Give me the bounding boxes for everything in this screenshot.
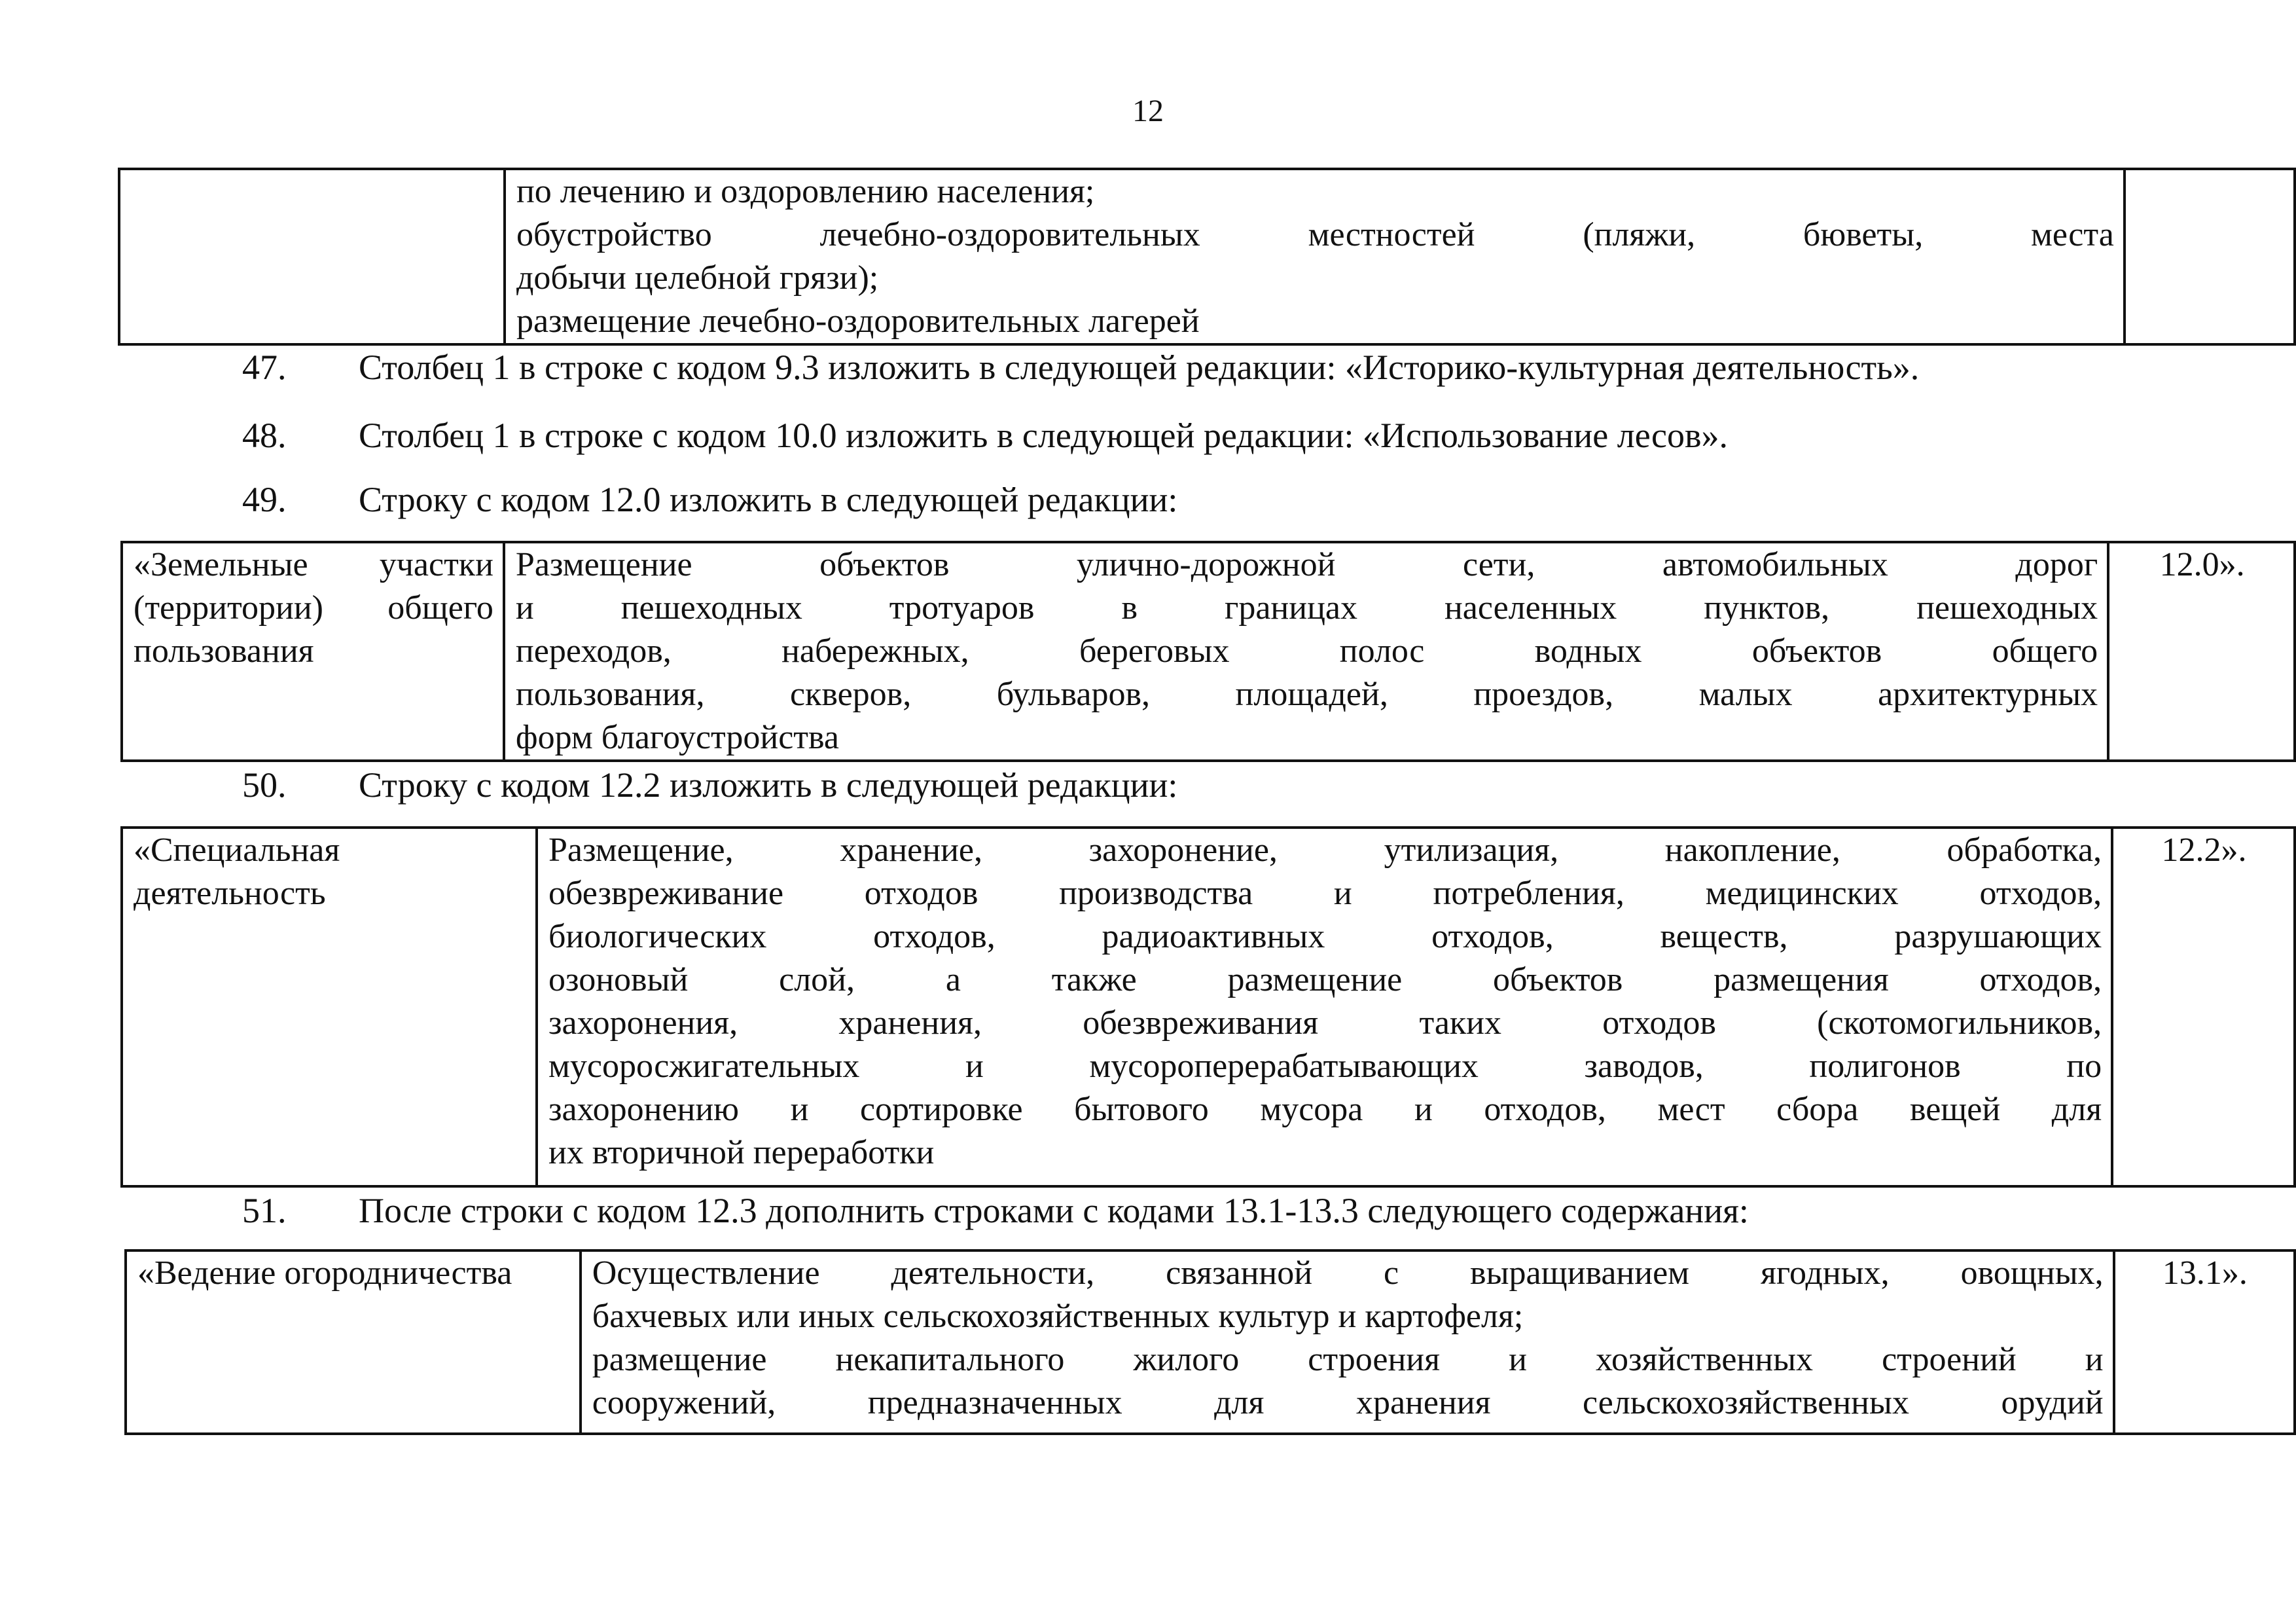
item-number: 47. <box>242 348 287 387</box>
table-cell-description <box>581 1250 2114 1434</box>
table-line: захоронения, хранения, обезвреживания таких отходов (скотомогильников, <box>548 1004 2102 1042</box>
item-number: 50. <box>242 765 287 805</box>
name-word: участки <box>379 546 493 583</box>
table-cell-code: 13.1». <box>2114 1250 2295 1434</box>
table-line: сооружений, предназначенных для хранения сельскохозяйственных орудий <box>592 1384 2104 1421</box>
table-cell-description <box>504 542 2108 761</box>
item-text: Строку с кодом 12.2 изложить в следующей редакции: <box>359 765 1178 805</box>
table-continuation <box>118 168 2296 346</box>
table-row-12-2 <box>120 826 2296 1188</box>
item-number: 48. <box>242 416 287 455</box>
table-row-12-0 <box>120 541 2296 762</box>
name-word: пользования <box>134 632 314 670</box>
name-word: «Земельные <box>134 546 308 583</box>
table-cell-description <box>505 169 2125 344</box>
table-line: Осуществление деятельности, связанной с выращиванием ягодных, овощных, <box>592 1254 2104 1292</box>
table-cell-code: 12.2». <box>2112 828 2295 1186</box>
table-line: и пешеходных тротуаров в границах населенных пунктов, пешеходных <box>515 589 2098 627</box>
item-text: Столбец 1 в строке с кодом 9.3 изложить в следующей редакции: «Историко-культурная деятельность». <box>359 348 1920 387</box>
table-line: форм благоустройства <box>515 719 839 756</box>
item-text: После строки с кодом 12.3 дополнить строками с кодами 13.1-13.3 следующего содержания: <box>359 1191 1749 1230</box>
table-line: размещение лечебно-оздоровительных лагерей <box>516 302 1200 340</box>
item-number: 51. <box>242 1191 287 1230</box>
name-line: «Ведение огородничества <box>137 1254 512 1292</box>
table-line: добычи целебной грязи); <box>516 259 879 297</box>
table-cell-name <box>126 1250 581 1434</box>
name-line: деятельность <box>134 875 326 912</box>
table-line: обустройство лечебно-оздоровительных местностей (пляжи, бюветы, места <box>516 216 2114 253</box>
table-line: по лечению и оздоровлению населения; <box>516 173 1095 210</box>
table-cell-code: 12.0». <box>2108 542 2295 761</box>
name-word: (территории) <box>134 589 323 627</box>
table-row-13-1 <box>124 1249 2296 1435</box>
item-text: Столбец 1 в строке с кодом 10.0 изложить в следующей редакции: «Использование лесов». <box>359 416 1728 455</box>
table-line: пользования, скверов, бульваров, площадей, проездов, малых архитектурных <box>515 676 2098 713</box>
table-line: размещение некапитального жилого строения и хозяйственных строений и <box>592 1341 2104 1378</box>
table-line: захоронению и сортировке бытового мусора и отходов, мест сбора вещей для <box>548 1091 2102 1128</box>
table-line: Размещение, хранение, захоронение, утилизация, накопление, обработка, <box>548 831 2102 869</box>
name-word: общего <box>387 589 493 627</box>
table-line: переходов, набережных, береговых полос водных объектов общего <box>515 632 2098 670</box>
table-line: мусоросжигательных и мусороперерабатывающих заводов, полигонов по <box>548 1048 2102 1085</box>
table-cell-name <box>119 169 505 344</box>
table-line: бахчевых или иных сельскохозяйственных культур и картофеля; <box>592 1298 1524 1335</box>
table-line: биологических отходов, радиоактивных отходов, веществ, разрушающих <box>548 918 2102 955</box>
table-cell-name <box>122 828 537 1186</box>
table-line: обезвреживание отходов производства и потребления, медицинских отходов, <box>548 875 2102 912</box>
table-line: Размещение объектов улично-дорожной сети, автомобильных дорог <box>515 546 2098 583</box>
table-line: озоновый слой, а также размещение объектов размещения отходов, <box>548 961 2102 998</box>
item-text: Строку с кодом 12.0 изложить в следующей редакции: <box>359 480 1178 519</box>
item-number: 49. <box>242 480 287 519</box>
table-cell-name <box>122 542 504 761</box>
name-line: «Специальная <box>134 831 340 869</box>
page-number: 12 <box>1132 94 1164 128</box>
table-cell-description <box>537 828 2112 1186</box>
table-cell-code <box>2125 169 2295 344</box>
table-line: их вторичной переработки <box>548 1134 935 1171</box>
